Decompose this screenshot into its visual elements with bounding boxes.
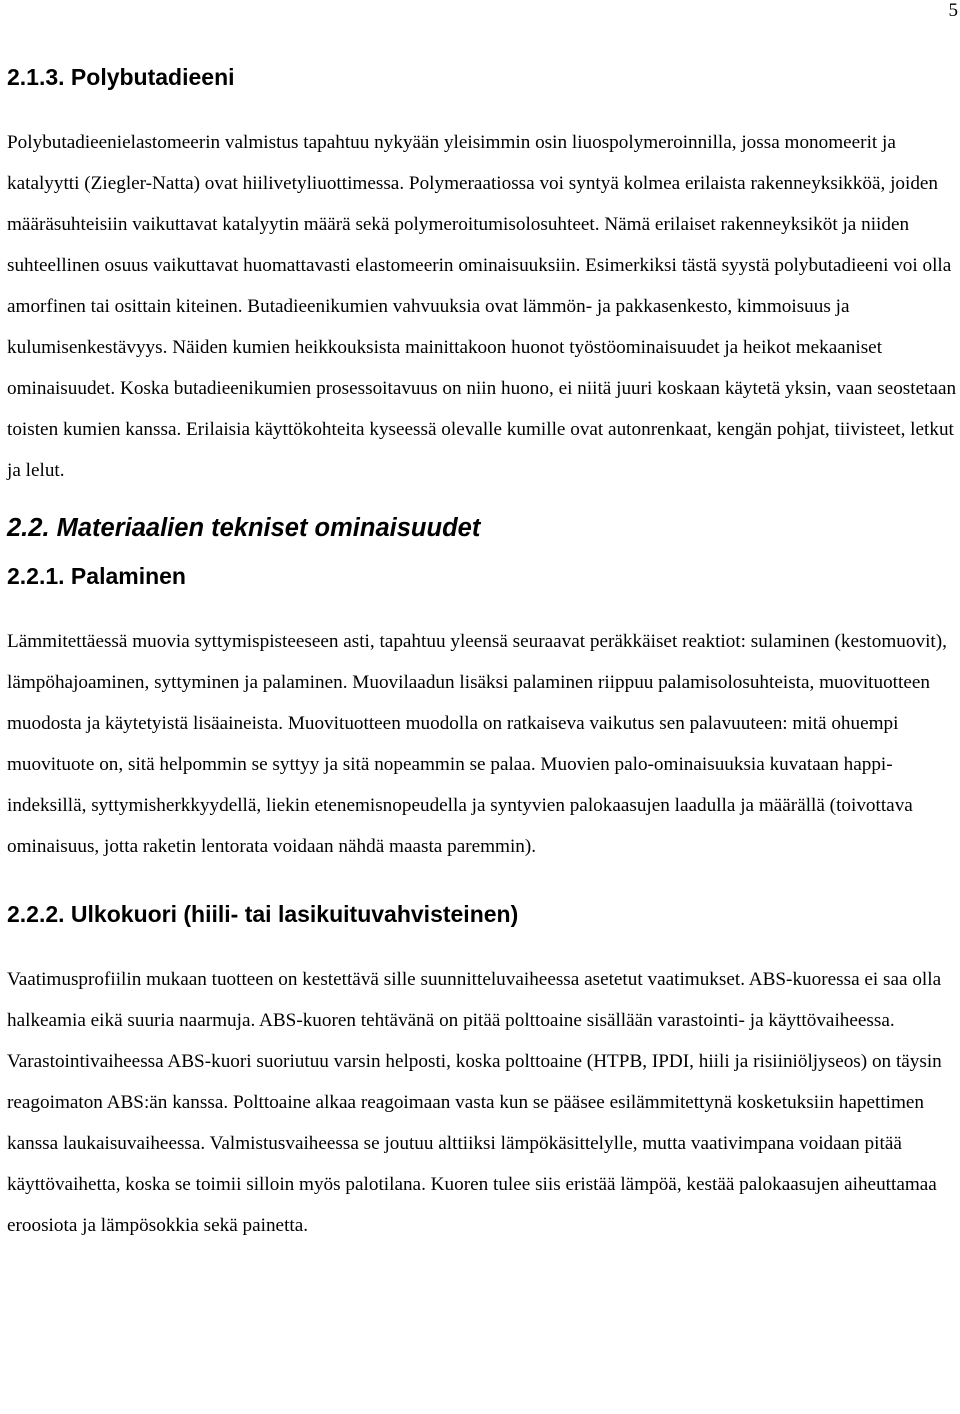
heading-2-1-3: 2.1.3. Polybutadieeni (7, 64, 235, 90)
heading-2-2-1: 2.2.1. Palaminen (7, 563, 186, 589)
heading-2-2-2: 2.2.2. Ulkokuori (hiili- tai lasikuituvahvisteinen) (7, 901, 519, 927)
document-body (7, 60, 957, 1246)
page-number: 5 (948, 0, 958, 21)
paragraph-palaminen: Lämmitettäessä muovia syttymispisteeseen asti, tapahtuu yleensä seuraavat peräkkäiset reaktiot: sulaminen (kestomuovit), lämpöhajoaminen, syttyminen ja palaminen. Muovilaadun lisäksi palaminen riippuu palamisolosuhteista, muovituotteen muodosta ja käytetyistä lisäaineista. Muovituotteen muodolla on ratkaiseva vaikutus sen palavuuteen: mitä ohuempi muovituote on, sitä helpommin se syttyy ja sitä nopeammin se palaa. Muovien palo-ominaisuuksia kuvataan happi-indeksillä, syttymisherkkyydellä, liekin etenemisnopeudella ja syntyvien palokaasujen laadulla ja määrällä (toivottava ominaisuus, jotta raketin lentorata voidaan nähdä maasta paremmin). (7, 631, 947, 857)
paragraph-ulkokuori: Vaatimusprofiilin mukaan tuotteen on kestettävä sille suunnitteluvaiheessa asetetut vaatimukset. ABS-kuoressa ei saa olla halkeamia eikä suuria naarmuja. ABS-kuoren tehtävänä on pitää polttoaine sisällään varastointi- ja käyttövaiheessa. Varastointivaiheessa ABS-kuori suoriutuu varsin helposti, koska polttoaine (HTPB, IPDI, hiili ja risiiniöljyseos) on täysin reagoimaton ABS:än kanssa. Polttoaine alkaa reagoimaan vasta kun se pääsee esilämmitettynä kosketuksiin hapettimen kanssa laukaisuvaiheessa. Valmistusvaiheessa se joutuu alttiiksi lämpökäsittelylle, mutta vaativimpana voidaan pitää käyttövaihetta, koska se toimii silloin myös palotilana. Kuoren tulee siis eristää lämpöä, kestää palokaasujen aiheuttamaa eroosiota ja lämpösokkia sekä painetta. (7, 969, 942, 1236)
paragraph-polybutadieeni: Polybutadieenielastomeerin valmistus tapahtuu nykyään yleisimmin osin liuospolymeroinnilla, jossa monomeerit ja katalyytti (Ziegler-Natta) ovat hiilivetyliuottimessa. Polymeraatiossa voi syntyä kolmea erilaista rakenneyksikköä, joiden määräsuhteisiin vaikuttavat katalyytin määrä sekä polymeroitumisolosuhteet. Nämä erilaiset rakenneyksiköt ja niiden suhteellinen osuus vaikuttavat huomattavasti elastomeerin ominaisuuksiin. Esimerkiksi tästä syystä polybutadieeni voi olla amorfinen tai osittain kiteinen. Butadieenikumien vahvuuksia ovat lämmön- ja pakkasenkesto, kimmoisuus ja kulumisenkestävyys. Näiden kumien heikkouksista mainittakoon huonot työstöominaisuudet ja heikot mekaaniset ominaisuudet. Koska butadieenikumien prosessoitavuus on niin huono, ei niitä juuri koskaan käytetä yksin, vaan seostetaan toisten kumien kanssa. Erilaisia käyttökohteita kyseessä olevalle kumille ovat autonrenkaat, kengän pohjat, tiivisteet, letkut ja lelut. (7, 132, 957, 481)
heading-2-2: 2.2. Materiaalien tekniset ominaisuudet (7, 514, 481, 542)
